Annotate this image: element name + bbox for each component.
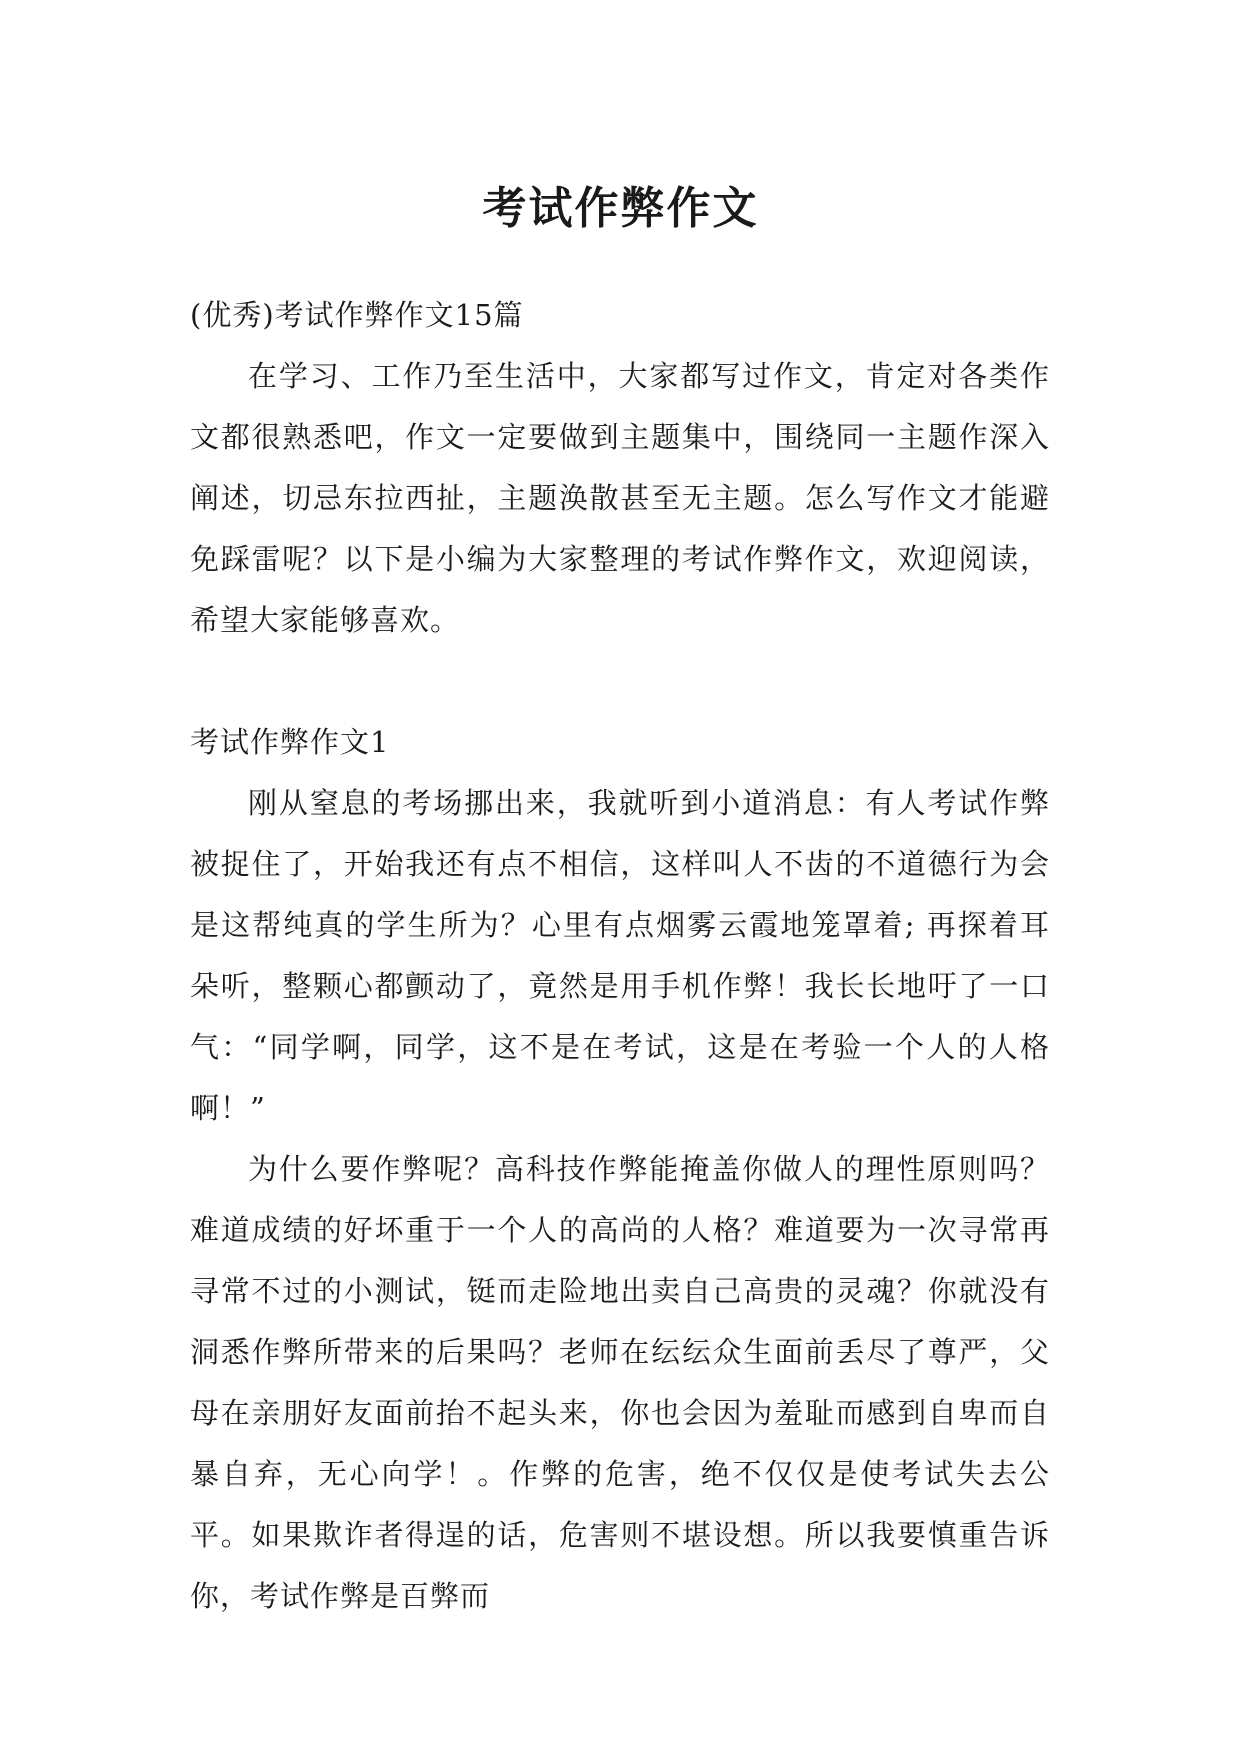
section-heading: 考试作弊作文1 <box>190 725 390 759</box>
section-spacer <box>190 651 1050 712</box>
body-paragraph: 刚从窒息的考场挪出来，我就听到小道消息：有人考试作弊被捉住了，开始我还有点不相信，这样叫人不齿的不道德行为会是这帮纯真的学生所为？心里有点烟雾云霞地笼罩着; 再探着耳朵听，整颗心都颤动了，竟然是用手机作弊！我长长地吁了一口气：“同学啊，同学，这不是在考试，这是在考验一个人的人格啊！” <box>190 786 1050 1125</box>
body-paragraph: 为什么要作弊呢？高科技作弊能掩盖你做人的理性原则吗？难道成绩的好坏重于一个人的高尚的人格？难道要为一次寻常再寻常不过的小测试，铤而走险地出卖自己高贵的灵魂？你就没有洞悉作弊所带来的后果吗？老师在纭纭众生面前丢尽了尊严，父母在亲朋好友面前抬不起头来，你也会因为羞耻而感到自卑而自暴自弃，无心向学！。作弊的危害，绝不仅仅是使考试失去公平。如果欺诈者得逞的话，危害则不堪设想。所以我要慎重告诉你，考试作弊是百弊而 <box>190 1152 1050 1613</box>
document-title: 考试作弊作文 <box>482 183 759 235</box>
document-body <box>190 285 1050 1627</box>
document-subtitle: (优秀)考试作弊作文15篇 <box>190 298 524 332</box>
intro-paragraph: 在学习、工作乃至生活中，大家都写过作文，肯定对各类作文都很熟悉吧，作文一定要做到主题集中，围绕同一主题作深入阐述，切忌东拉西扯，主题涣散甚至无主题。怎么写作文才能避免踩雷呢？以下是小编为大家整理的考试作弊作文，欢迎阅读，希望大家能够喜欢。 <box>190 359 1050 637</box>
